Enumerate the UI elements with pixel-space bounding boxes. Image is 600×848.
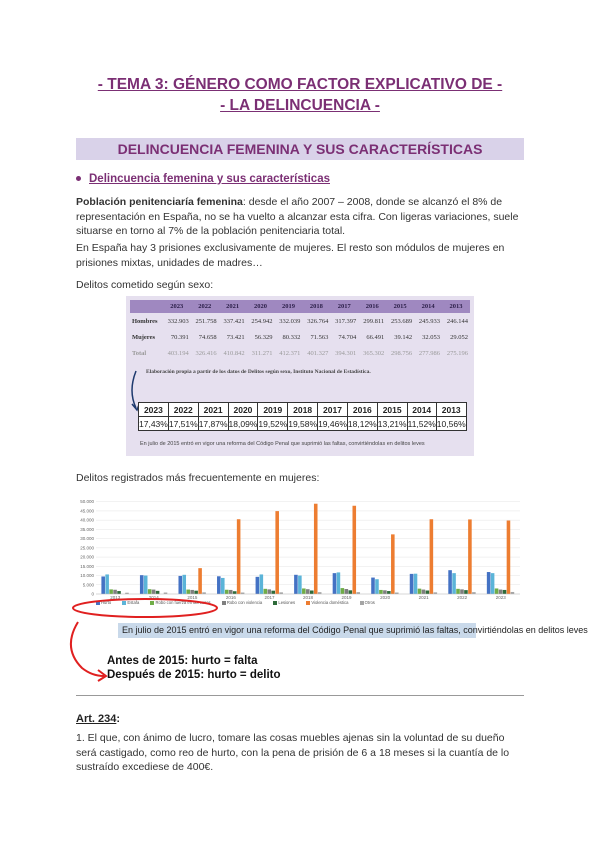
bar	[182, 575, 186, 594]
title-line-1: - TEMA 3: GÉNERO COMO FACTOR EXPLICATIVO DE -	[97, 76, 503, 93]
legend-label: Hurto	[101, 600, 112, 605]
table-cell: 337.421	[223, 317, 245, 325]
x-tick-label: 2023	[495, 595, 506, 600]
bar	[452, 573, 456, 594]
y-tick-label: 15.000	[80, 563, 94, 569]
paragraph-poblacion-rest: : desde el año 2007 – 2008, donde se alcanzó el 8% de representación en España, no se ha vuelto a alcanzar esta cifra. Con ligeras variaciones, suele situarse en torno al 7% de la población penitenciaria total.	[76, 196, 519, 237]
paragraph-delitos-sexo: Delitos cometido según sexo:	[76, 279, 214, 291]
table-cell: 17,87%	[198, 418, 228, 429]
x-tick-label: 2013	[110, 595, 121, 600]
table-cell: Total	[132, 349, 147, 357]
table-header-row	[139, 403, 467, 417]
bar	[229, 590, 233, 594]
bar	[275, 511, 279, 594]
bar	[375, 579, 379, 594]
bar	[391, 534, 395, 594]
bar	[117, 591, 121, 594]
divider	[76, 695, 524, 696]
bar	[337, 572, 341, 594]
table-cell: 277.986	[418, 349, 441, 357]
title-line-2: - LA DELINCUENCIA -	[220, 97, 380, 114]
table-cell: 74.704	[338, 333, 357, 341]
paragraph-article-234: 1. El que, con ánimo de lucro, tomare las cosas muebles ajenas sin la voluntad de su dueño será castigado, como reo de hurto, con la pena de prisión de 6 a 18 meses si la cuantía de lo sustraído excediese de 400€.	[76, 732, 510, 773]
table-cell: 253.689	[390, 317, 413, 325]
bar	[233, 591, 237, 594]
legend-label: Estafa	[127, 600, 140, 605]
paragraph-delitos-mujeres: Delitos registrados más frecuentemente en mujeres:	[76, 472, 320, 484]
bar	[264, 589, 268, 594]
bar	[333, 573, 337, 594]
table-cell: 332.039	[279, 317, 301, 325]
table-header-cell: 2015	[386, 300, 414, 313]
x-tick-label: 2021	[418, 595, 429, 600]
bullet-heading	[76, 173, 330, 185]
table-cell: 71.563	[310, 333, 329, 341]
y-tick-label: 25.000	[80, 545, 94, 551]
table-cell: 19,58%	[288, 418, 318, 429]
table-cell: 18,09%	[228, 418, 258, 429]
bar	[487, 572, 491, 594]
table-header-cell: 2021	[219, 300, 247, 313]
table-cell: 299.811	[363, 317, 385, 325]
bar	[109, 589, 113, 594]
bar	[156, 591, 160, 594]
x-tick-label: 2017	[264, 595, 275, 600]
table-header-cell: 2018	[302, 300, 330, 313]
table-cell: 32.053	[422, 333, 441, 341]
x-tick-label: 2016	[225, 595, 236, 600]
y-tick-label: 35.000	[80, 526, 94, 532]
x-tick-label: 2015	[187, 595, 198, 600]
bar	[152, 590, 156, 594]
table-image	[126, 296, 474, 456]
table-cell: 410.842	[223, 349, 245, 357]
y-tick-label: 50.000	[80, 499, 94, 505]
bar	[306, 589, 310, 594]
bar	[271, 591, 275, 594]
bar	[267, 589, 271, 594]
legend-label: Lesiones	[278, 600, 296, 605]
table-cell: 70.391	[170, 333, 189, 341]
bar	[310, 590, 314, 594]
bar	[294, 575, 298, 594]
legend-swatch-icon	[306, 601, 310, 605]
table-cell: 326.764	[307, 317, 329, 325]
legend-swatch-icon	[360, 601, 364, 605]
table-cell: 317.397	[335, 317, 357, 325]
legend-item	[360, 600, 380, 605]
table-cell: 311.271	[251, 349, 273, 357]
bar	[468, 519, 472, 594]
bar	[430, 519, 434, 594]
table-cell: 13,21%	[377, 418, 407, 429]
bar	[225, 590, 229, 594]
bar	[256, 577, 260, 594]
table-cell: 245.933	[418, 317, 441, 325]
bar	[383, 590, 387, 594]
article-colon: :	[116, 713, 121, 725]
table-cell: 56.329	[254, 333, 273, 341]
bar	[260, 574, 264, 594]
table-cell: 412.371	[279, 349, 301, 357]
table-cell: 326.416	[195, 349, 217, 357]
table-cell: 17,43%	[139, 418, 168, 429]
table-cell: 332.903	[167, 317, 189, 325]
table-cell: 403.194	[167, 349, 189, 357]
table-cell: 19,46%	[318, 418, 347, 429]
female-percentage-table	[138, 402, 467, 431]
table-header-cell: 2023	[139, 403, 169, 417]
table-cell: 246.144	[446, 317, 468, 325]
bar	[511, 592, 515, 594]
y-tick-label: 45.000	[80, 508, 94, 514]
table-header-cell: 2015	[377, 403, 407, 417]
title	[60, 74, 540, 116]
bar	[448, 570, 452, 594]
table-cell: 401.327	[307, 349, 329, 357]
table-cell: 19,52%	[258, 418, 288, 429]
table-cell: Hombres	[132, 317, 158, 325]
table-cell: 18,12%	[347, 418, 377, 429]
bar	[507, 521, 511, 594]
bar	[190, 590, 194, 594]
table-note: En julio de 2015 entró en vigor una reforma del Código Penal que suprimió las faltas, convirtiéndolas en delitos leves	[140, 441, 425, 447]
bar	[414, 574, 418, 594]
table-header-cell: 2019	[258, 403, 288, 417]
table-cell: 39.142	[394, 333, 413, 341]
bullet-dot-icon	[76, 176, 81, 181]
table-cell: 254.942	[251, 317, 273, 325]
table-header-cell: 2014	[407, 403, 436, 417]
legend-label: Otros	[364, 600, 375, 605]
bar	[387, 591, 391, 594]
bar	[503, 590, 507, 594]
bar	[491, 573, 495, 594]
bar	[148, 589, 152, 594]
legend-item	[306, 600, 353, 605]
hurto-explanation	[107, 654, 281, 682]
bar	[495, 588, 499, 594]
bar	[352, 506, 356, 594]
legend-item	[222, 600, 267, 605]
legend-label: Violencia doméstica	[311, 600, 349, 605]
table-cell: 29.052	[450, 333, 468, 341]
table-cell: Mujeres	[132, 333, 155, 341]
curved-arrow-icon	[126, 296, 474, 456]
bar	[499, 590, 503, 594]
before-2015-line: Antes de 2015: hurto = falta	[107, 655, 258, 667]
chart-svg	[68, 492, 530, 612]
table-header-cell: 2022	[168, 403, 198, 417]
table-header-cell: 2023	[163, 300, 191, 313]
table-header-cell: 2020	[228, 403, 258, 417]
table-caption: Elaboración propia a partir de los datos de Delitos según sexo, Instituto Nacional de Estadística.	[146, 369, 371, 375]
table-cell: 275.196	[446, 349, 468, 357]
bar	[186, 590, 190, 594]
bar	[105, 574, 109, 594]
bar	[345, 589, 349, 594]
bar	[349, 590, 353, 594]
table-cell: 11,52%	[407, 418, 436, 429]
bar	[314, 504, 318, 594]
table-cell: 66.491	[366, 333, 385, 341]
article-label: Art. 234	[76, 713, 117, 725]
bar	[101, 576, 105, 594]
bar	[426, 590, 430, 594]
bar	[217, 576, 221, 594]
x-tick-label: 2022	[457, 595, 468, 600]
legend-swatch-icon	[273, 601, 277, 605]
bar	[379, 590, 383, 594]
table-header-cell: 2016	[347, 403, 377, 417]
table-cell: 251.758	[195, 317, 217, 325]
section-heading: DELINCUENCIA FEMENINA Y SUS CARACTERÍSTICAS	[76, 138, 524, 160]
table-cell: 80.332	[282, 333, 301, 341]
table-header-cell: 2017	[330, 300, 358, 313]
table-header-cell: 2021	[198, 403, 228, 417]
table-header-cell: 2016	[358, 300, 386, 313]
y-tick-label: 20.000	[80, 554, 94, 560]
bar	[464, 590, 468, 594]
table-header-cell: 2022	[191, 300, 219, 313]
table-header-cell: 2014	[414, 300, 442, 313]
table-cell: 394.301	[335, 349, 357, 357]
bar	[221, 578, 225, 594]
table-cell: 365.302	[363, 349, 385, 357]
table-header-cell: 2019	[275, 300, 303, 313]
table-row	[139, 417, 467, 431]
bar	[144, 576, 148, 594]
legend-item	[273, 600, 300, 605]
table-header-cell: 2013	[436, 403, 466, 417]
y-tick-label: 40.000	[80, 517, 94, 523]
table-cell: 298.756	[390, 349, 413, 357]
bar	[422, 590, 426, 594]
bar	[341, 588, 345, 594]
table-header-cell: 2017	[318, 403, 348, 417]
bar	[418, 589, 422, 594]
table-header-cell: 2018	[288, 403, 318, 417]
bar	[302, 588, 306, 594]
bar	[371, 578, 375, 594]
after-2015-line: Después de 2015: hurto = delito	[107, 669, 281, 681]
y-tick-label: 10.000	[80, 573, 94, 579]
table-cell: 74.658	[198, 333, 217, 341]
bar	[298, 576, 302, 594]
y-tick-label: 5.000	[82, 582, 94, 588]
article-heading	[76, 713, 120, 725]
paragraph-prisiones: En España hay 3 prisiones exclusivamente de mujeres. El resto son módulos de mujeres en prisiones mixtas, unidades de madres…	[76, 242, 505, 269]
table-cell: 73.421	[226, 333, 245, 341]
bar	[237, 519, 241, 594]
x-tick-label: 2014	[148, 595, 159, 600]
legend-label: Robo con violencia	[226, 600, 263, 605]
table-cell: 10,56%	[436, 418, 466, 429]
bar	[456, 589, 460, 594]
legend-label: Robo con fuerza en las cosas	[155, 600, 211, 605]
bar	[194, 591, 198, 594]
table-header-cell: 2013	[442, 300, 470, 313]
x-tick-label: 2018	[302, 595, 314, 600]
bullet-heading-text: Delincuencia femenina y sus características	[89, 173, 330, 185]
table-cell: 17,51%	[168, 418, 198, 429]
crimes-women-chart	[68, 492, 530, 612]
x-tick-label: 2019	[341, 595, 352, 600]
bar	[140, 575, 144, 594]
y-tick-label: 30.000	[80, 536, 94, 542]
bar	[198, 568, 202, 594]
bar	[113, 590, 117, 594]
x-tick-label: 2020	[380, 595, 391, 600]
y-tick-label: 0	[91, 591, 94, 597]
bar	[178, 576, 182, 594]
paragraph-poblacion-bold: Población penitenciaría femenina	[76, 196, 243, 208]
chart-note: En julio de 2015 entró en vigor una reforma del Código Penal que suprimió las faltas, convirtiéndolas en delitos leves	[118, 623, 476, 638]
paragraph-poblacion	[76, 195, 526, 239]
legend-swatch-icon	[222, 601, 226, 605]
table-header-cell: 2020	[247, 300, 275, 313]
bar	[460, 589, 464, 594]
bar	[410, 574, 414, 594]
